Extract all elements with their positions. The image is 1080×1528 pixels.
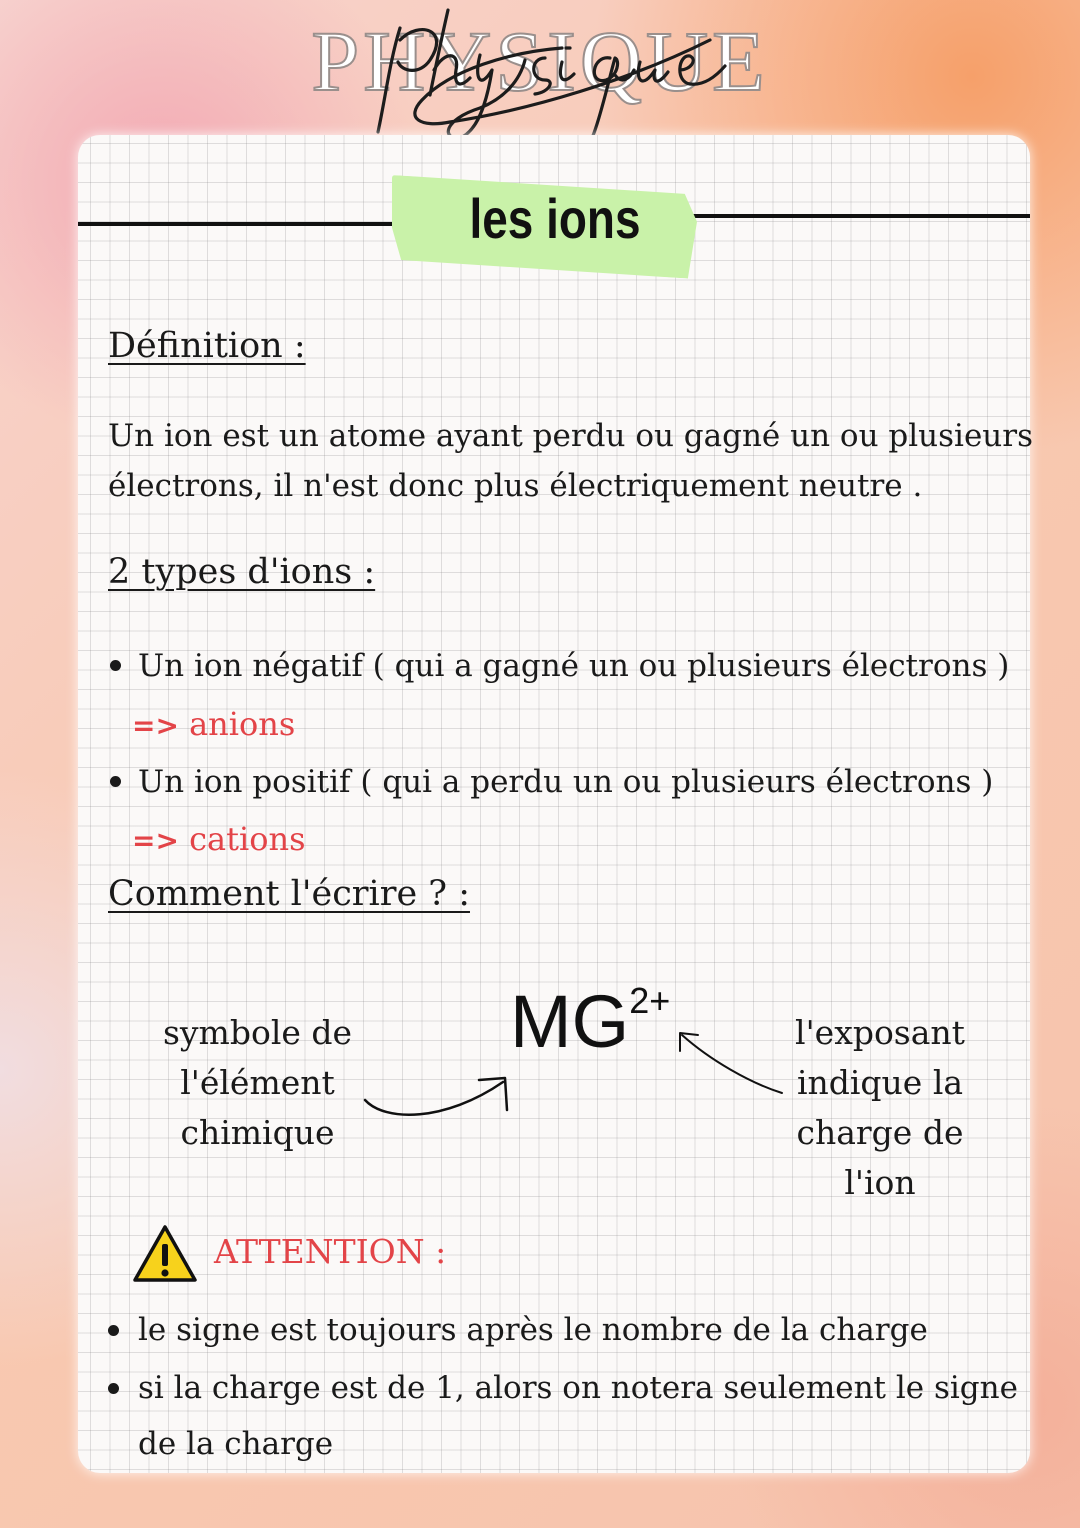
page-title xyxy=(290,0,790,150)
subtitle: les ions xyxy=(469,187,641,250)
type-negative-text: Un ion négatif ( qui a gagné un ou plusieurs électrons ) xyxy=(138,648,1010,684)
writing-heading: Comment l'écrire ? : xyxy=(108,874,470,914)
type-positive-result xyxy=(132,813,305,867)
right-label-line: indique la xyxy=(796,1063,964,1102)
right-label-line: l'ion xyxy=(844,1163,916,1202)
attention-item-2: si la charge est de 1, alors on notera seulement le signe xyxy=(138,1370,1018,1406)
attention-item-1: le signe est toujours après le nombre de la charge xyxy=(138,1312,928,1348)
left-label-line: l'élément xyxy=(180,1063,335,1102)
definition-heading: Définition : xyxy=(108,326,306,366)
arrow-to-symbol xyxy=(355,1060,525,1130)
bullet-attention-1 xyxy=(108,1325,119,1336)
attention-item-2-cont: de la charge xyxy=(138,1426,334,1462)
bullet-negative xyxy=(110,660,121,671)
right-label xyxy=(785,1008,975,1208)
result-cations: cations xyxy=(189,820,306,858)
title-script-handwritten xyxy=(330,0,770,150)
left-label-line: symbole de xyxy=(162,1013,353,1052)
ion-symbol: MG xyxy=(510,980,630,1063)
bullet-positive xyxy=(110,776,121,787)
type-positive-text: Un ion positif ( qui a perdu un ou plusieurs électrons ) xyxy=(138,764,994,800)
header-rule-left xyxy=(78,222,413,226)
left-label xyxy=(160,1008,355,1158)
bullet-attention-2 xyxy=(108,1383,119,1394)
warning-icon xyxy=(132,1224,198,1284)
type-negative-result xyxy=(132,698,295,752)
types-heading: 2 types d'ions : xyxy=(108,552,376,592)
definition-line-1: Un ion est un atome ayant perdu ou gagné un ou plusieurs xyxy=(108,418,1033,454)
arrow-positive: => xyxy=(132,824,179,857)
ion-charge: 2+ xyxy=(629,980,671,1022)
title-print: PHYSIQUE xyxy=(311,13,769,109)
result-anions: anions xyxy=(189,705,296,743)
arrow-negative: => xyxy=(132,709,179,742)
right-label-line: charge de xyxy=(796,1113,964,1152)
attention-heading: ATTENTION : xyxy=(214,1232,447,1271)
arrow-to-charge xyxy=(670,1025,790,1100)
ion-formula xyxy=(510,980,671,1063)
left-label-line: chimique xyxy=(180,1113,335,1152)
header-rule-right xyxy=(678,214,1030,218)
right-label-line: l'exposant xyxy=(795,1013,965,1052)
definition-line-2: électrons, il n'est donc plus électriquement neutre . xyxy=(108,468,923,504)
